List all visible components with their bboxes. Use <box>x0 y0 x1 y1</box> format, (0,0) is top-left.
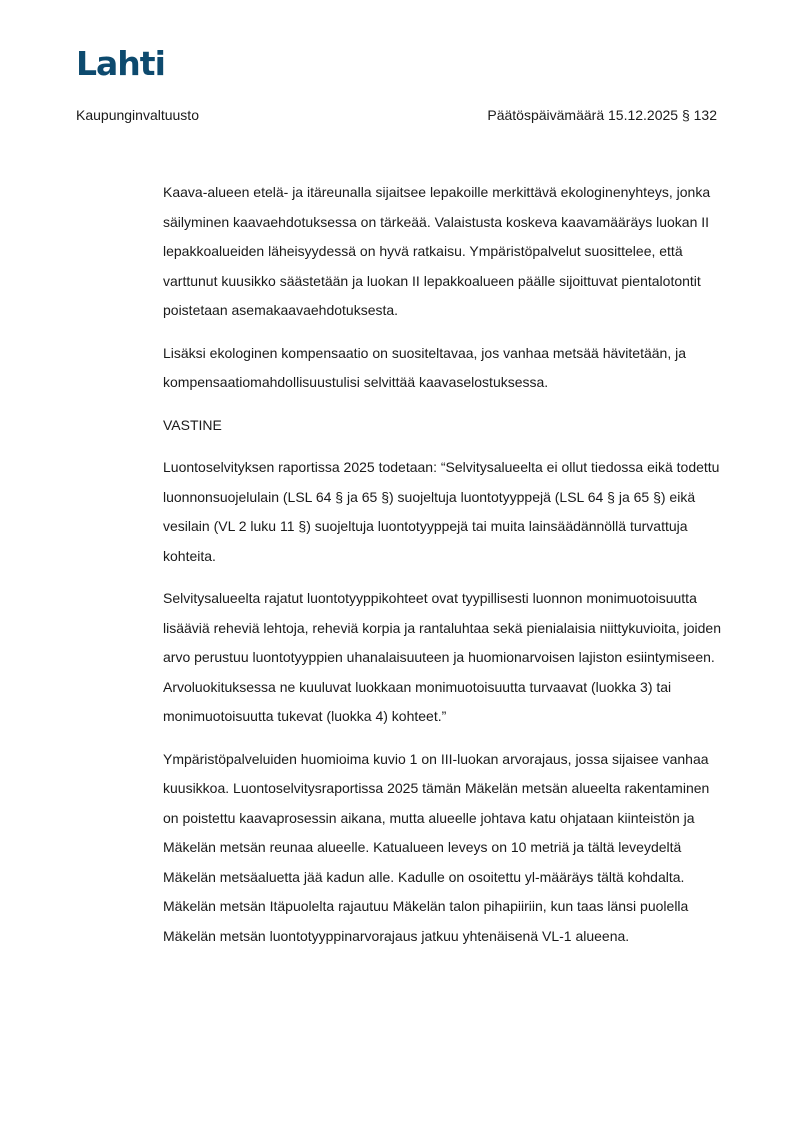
paragraph-compensation: Lisäksi ekologinen kompensaatio on suositeltavaa, jos vanhaa metsää hävitetään, ja kompensaatiomahdollisuustulisi selvittää kaavaselostuksessa. <box>163 344 686 390</box>
section-heading-response: VASTINE <box>163 416 222 433</box>
paragraph-bat-corridor: Kaava-alueen etelä- ja itäreunalla sijaitsee lepakoille merkittävä ekologinenyhteys, jonka säilyminen kaavaehdotuksessa on tärkeää. Valaistusta koskeva kaavamääräys luokan II lepakkoalueiden läheisyydessä on hyvä ratkaisu. Ympäristöpalvelut suosittelee, että varttunut kuusikko säästetään ja luokan II lepakkoalueen päälle sijoittuvat pientalotontit poistetaan asemakaavaehdotuksesta. <box>163 184 711 318</box>
decision-date: Päätöspäivämäärä 15.12.2025 § 132 <box>487 107 717 123</box>
paragraph-habitat-types: Selvitysalueelta rajatut luontotyyppikohteet ovat tyypillisesti luonnon monimuotoisuutta lisääviä reheviä lehtoja, reheviä korpia ja rantaluhtaa sekä pienialaisia niittykuvioita, joiden arvo perustuu luontotyyppien uhanalaisuuteen ja huomionarvoisen lajiston esiintymiseen. Arvoluokituksessa ne kuuluvat luokkaan monimuotoisuutta turvaavat (luokka 3) tai monimuotoisuutta tukevat (luokka 4) kohteet.” <box>163 590 721 724</box>
paragraph-makela-forest: Ympäristöpalveluiden huomioima kuvio 1 on III-luokan arvorajaus, jossa sijaisee vanhaa kuusikkoa. Luontoselvitysraportissa 2025 tämän Mäkelän metsän alueelta rakentaminen on poistettu kaavaprosessin aikana, mutta alueelle johtava katu ohjataan kiinteistön ja Mäkelän metsän reunaa alueelle. Katualueen leveys on 10 metriä ja tältä leveydeltä Mäkelän metsäaluetta jää kadun alle. Kadulle on osoitettu yl-määräys tältä kohdalta. Mäkelän metsän Itäpuolelta rajautuu Mäkelän talon pihapiiriin, kun taas länsi puolella Mäkelän metsän luontotyyppinarvorajaus jatkuu yhtenäisenä VL-1 alueena. <box>163 750 710 944</box>
lahti-logo: Lahti <box>76 44 165 83</box>
organization-name: Kaupunginvaltuusto <box>76 107 199 123</box>
document-body <box>163 178 723 964</box>
paragraph-survey-quote: Luontoselvityksen raportissa 2025 todetaan: “Selvitysalueelta ei ollut tiedossa eikä todettu luonnonsuojelulain (LSL 64 § ja 65 §) suojeltuja luontotyyppejä (LSL 64 § ja 65 §) eikä vesilain (VL 2 luku 11 §) suojeltuja luontotyyppejä tai muita lainsäädännöllä turvattuja kohteita. <box>163 459 720 564</box>
